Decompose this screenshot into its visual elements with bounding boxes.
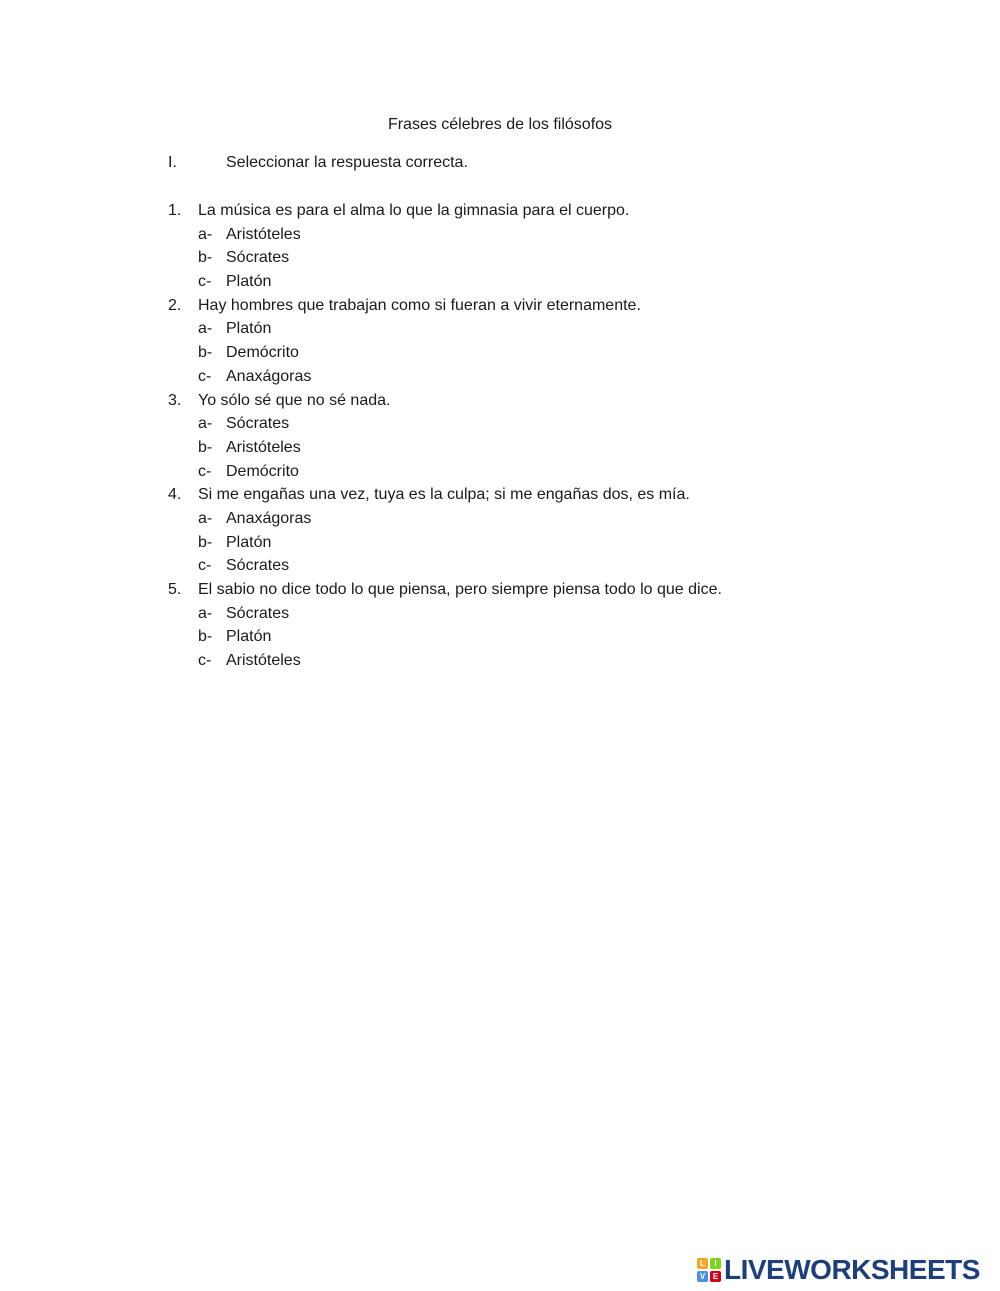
question-number: 4.	[168, 486, 182, 504]
option-text: Aristóteles	[226, 225, 301, 243]
question-text: Yo sólo sé que no sé nada.	[198, 391, 391, 409]
question-list	[168, 200, 722, 674]
question-text: El sabio no dice todo lo que piensa, pero siempre piensa todo lo que dice.	[198, 581, 722, 598]
option-letter: b-	[198, 438, 213, 456]
option-text: Platón	[226, 628, 272, 646]
option-text: Sócrates	[226, 604, 290, 622]
question-4	[168, 484, 722, 579]
question-text: La música es para el alma lo que la gimnasia para el cuerpo.	[198, 202, 630, 219]
option-b[interactable]	[168, 626, 722, 650]
logo-blocks-icon	[697, 1258, 721, 1282]
option-text: Anaxágoras	[226, 367, 312, 385]
option-letter: b-	[198, 533, 213, 551]
option-b[interactable]	[168, 532, 722, 556]
option-letter: a-	[198, 604, 213, 622]
option-letter: b-	[198, 628, 213, 646]
question-text: Si me engañas una vez, tuya es la culpa; si me engañas dos, es mía.	[198, 486, 690, 504]
option-text: Sócrates	[226, 249, 290, 267]
option-text: Platón	[226, 273, 272, 291]
section-instruction: Seleccionar la respuesta correcta.	[226, 154, 468, 171]
logo-block: V	[697, 1271, 708, 1282]
option-letter: b-	[198, 344, 213, 362]
option-a[interactable]	[168, 224, 722, 248]
option-letter: c-	[198, 462, 212, 480]
option-letter: c-	[198, 652, 212, 670]
option-letter: a-	[198, 509, 213, 527]
option-text: Aristóteles	[226, 652, 301, 670]
section-number: I.	[168, 154, 177, 171]
option-letter: a-	[198, 415, 213, 433]
option-text: Sócrates	[226, 557, 290, 575]
option-c[interactable]	[168, 366, 722, 390]
page-title: Frases célebres de los filósofos	[387, 116, 613, 133]
option-text: Platón	[226, 533, 272, 551]
question-3	[168, 390, 722, 485]
option-letter: c-	[198, 557, 212, 575]
option-letter: c-	[198, 273, 212, 291]
question-number: 5.	[168, 581, 182, 598]
option-text: Platón	[226, 320, 272, 338]
option-text: Sócrates	[226, 415, 290, 433]
liveworksheets-logo[interactable]	[697, 1256, 980, 1284]
logo-block: I	[710, 1258, 721, 1269]
option-b[interactable]	[168, 247, 722, 271]
option-text: Anaxágoras	[226, 509, 312, 527]
option-a[interactable]	[168, 413, 722, 437]
option-a[interactable]	[168, 318, 722, 342]
option-letter: a-	[198, 225, 213, 243]
option-letter: b-	[198, 249, 213, 267]
logo-block: E	[710, 1271, 721, 1282]
question-1	[168, 200, 722, 295]
option-letter: a-	[198, 320, 213, 338]
option-text: Demócrito	[226, 344, 299, 362]
option-c[interactable]	[168, 271, 722, 295]
option-letter: c-	[198, 367, 212, 385]
option-c[interactable]	[168, 555, 722, 579]
option-text: Demócrito	[226, 462, 299, 480]
question-2	[168, 295, 722, 390]
question-number: 1.	[168, 202, 182, 219]
logo-block: L	[697, 1258, 708, 1269]
option-a[interactable]	[168, 508, 722, 532]
question-5	[168, 579, 722, 674]
section-heading	[168, 153, 468, 173]
question-number: 2.	[168, 296, 182, 314]
option-c[interactable]	[168, 461, 722, 485]
option-b[interactable]	[168, 342, 722, 366]
option-c[interactable]	[168, 650, 722, 674]
option-text: Aristóteles	[226, 438, 301, 456]
option-a[interactable]	[168, 603, 722, 627]
option-b[interactable]	[168, 437, 722, 461]
question-text: Hay hombres que trabajan como si fueran a vivir eternamente.	[198, 296, 641, 314]
logo-text: LIVEWORKSHEETS	[724, 1254, 980, 1285]
question-number: 3.	[168, 391, 182, 409]
